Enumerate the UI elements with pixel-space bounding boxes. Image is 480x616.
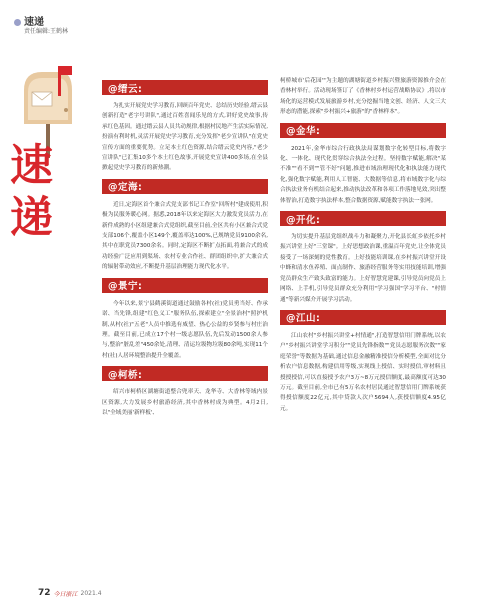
- section-heading-keqiao: @柯桥:: [102, 366, 268, 381]
- paragraph: 为扎实开展党史学习教育,回顾百年党史、总结历史经验,缙云县创新打造"老字号讲队",通过百姓喜闻乐见的方式,讲好党史故事,传承红色基因。通过缙云县人员共动规律,根据村民地产生活实际情况,扮演有利时机,灵活开展党史学习教育,充分发挥"老少宣讲队"在党史宣传方面的重要优势。立足本土红色资源,结合缙云党史内容,"老少宣讲队"已汇集10多个本土红色故事,开展党史宣讲400多场,在全县掀起党史学习教育的新热潮。: [102, 103, 268, 172]
- paragraph: 为切实提升基层党组织战斗力和凝聚力,开化县长虹乡依托乡村振兴讲堂上好"三堂课"。上好思想政治课,重温百年党史,让全体党员接受了一场深刻的党性教育。上好技能培训课,在乡村振兴讲堂开设中蜂和清水鱼养殖、面点制作、旅游经营服务等实用技能培训,增强党员群众生产致头致富的能力。上好智慧党建课,引导党员向党员上网络、上手机,引导党员群众充分利用"学习强国"学习平台、"村情通"等新兴媒介开展学习活动。: [280, 234, 446, 303]
- paragraph: 近日,定海区首个兼合式党支部书记工作室"回所村"建成使用,积极为民服务暖心网。据悉,2018年以来定海区大力激发党员活力,在新件成熟的小区组建兼合式党组织,截至目前,全区共有小区兼合式党支部106个,覆盖小区149个,覆盖率达100%,已规纳党员9100余名,其中在职党员7300余名。同时,定海区不断扩点拓面,将兼合式的成功经验广泛应用到渠场、农村专业合作社、群团组织中,扩大兼合式的辐射带动效应,不断提升基层治理能力现代化水平。: [102, 201, 268, 271]
- magazine-name: 今日浙江: [53, 590, 78, 598]
- section-heading-dinghai: @定海:: [102, 179, 268, 194]
- paragraph: 今年以来,景宁县鹤溪街道通过鼓励各村(社)党员勇当好、作承诺、当先锋,组建"红色义工"服务队伍,探索建立"全景治村"照护机制,从村(社)"五老"人员中推选有威望、热心公益的乡贤参与村庄治理。截至目前,已成立17个村一级志愿队伍,先后发动1500余人参与,整治"脏乱差"450余处,清理、清运垃圾物垃圾80余吨,实现11个村(社)人居环境整治提升全覆盖。: [102, 300, 268, 359]
- section-dot-icon: [14, 19, 21, 26]
- paragraph-continued: 柯桥城市'后花园'"为主题的湖塘街道乡村振兴暨旅游资源推介会在香林村举行。活动现场签订了《香林村乡村运营战略协议》,将以市场化的运营模式发展旅游乡村,充分挖掘当地文创、经济、人文三大形态的潜能,探索"乡村振兴+旅游"的"香林样本"。: [280, 78, 446, 116]
- section-heading-jinhua: @金华:: [280, 123, 446, 138]
- section-heading-kaihua: @开化:: [280, 211, 446, 226]
- section-name: 速递: [24, 17, 44, 28]
- paragraph: 绍兴市柯桥区湖塘街道整合兜率天、龙华寺、大香林等域内景区资源,大力发展乡村旅游经济,其中香林村成为典型。4月2日,以"全域美丽'新样板'、: [102, 389, 268, 416]
- page-number: 72: [38, 588, 51, 598]
- section-heading-jinyun: @缙云:: [102, 80, 268, 95]
- left-column: [102, 78, 268, 423]
- section-heading-jingning: @景宁:: [102, 278, 268, 293]
- right-column: [280, 76, 446, 419]
- paragraph: 江山农村"乡村振兴讲堂+村情通",打造智慧信用门牌系统,以农户"乡村振兴讲堂学习积分""党员先锋指数""党员志愿服务次数""家庭荣誉"等数据为基础,通过信息金融精准授信分析模型,全面对比分析农户信息数据,构建信用等级,实现线上授信、实时授信,审材料且授授授信,可以直接授予农户3万~8万元授信额度,最高额度可达30万元。截至目前,全市已有5万名农村居民通过智慧信用门牌系统获得授信额度22亿元,其中贷款人次户5694人,获授信额度4.95亿元。: [280, 332, 446, 412]
- page-title: 速递: [10, 141, 55, 243]
- issue-number: 2021.4: [80, 589, 102, 597]
- section-heading-jiangshan: @江山:: [280, 310, 446, 325]
- page-footer: [38, 588, 102, 598]
- editor-credit: 责任编辑:王鹤林: [24, 28, 69, 35]
- paragraph: 2021年,金华市综合行政执法局谋划数字化转型目标,将数字化、一体化、现代化贯穿综合执法全过程。坚持数字赋能,解决"某不准""看不到""管不好"问题,推进市域治理现代化和执法能力现代化,强化数字赋能,利用人工智能、大数据等信息,将市域数字化与综合执法业务有机结合起来,推动执法改革和各项工作落地见效,突出整体智治,打造数字执法样本,整合数据资源,赋能数字执法一张网。: [280, 145, 446, 204]
